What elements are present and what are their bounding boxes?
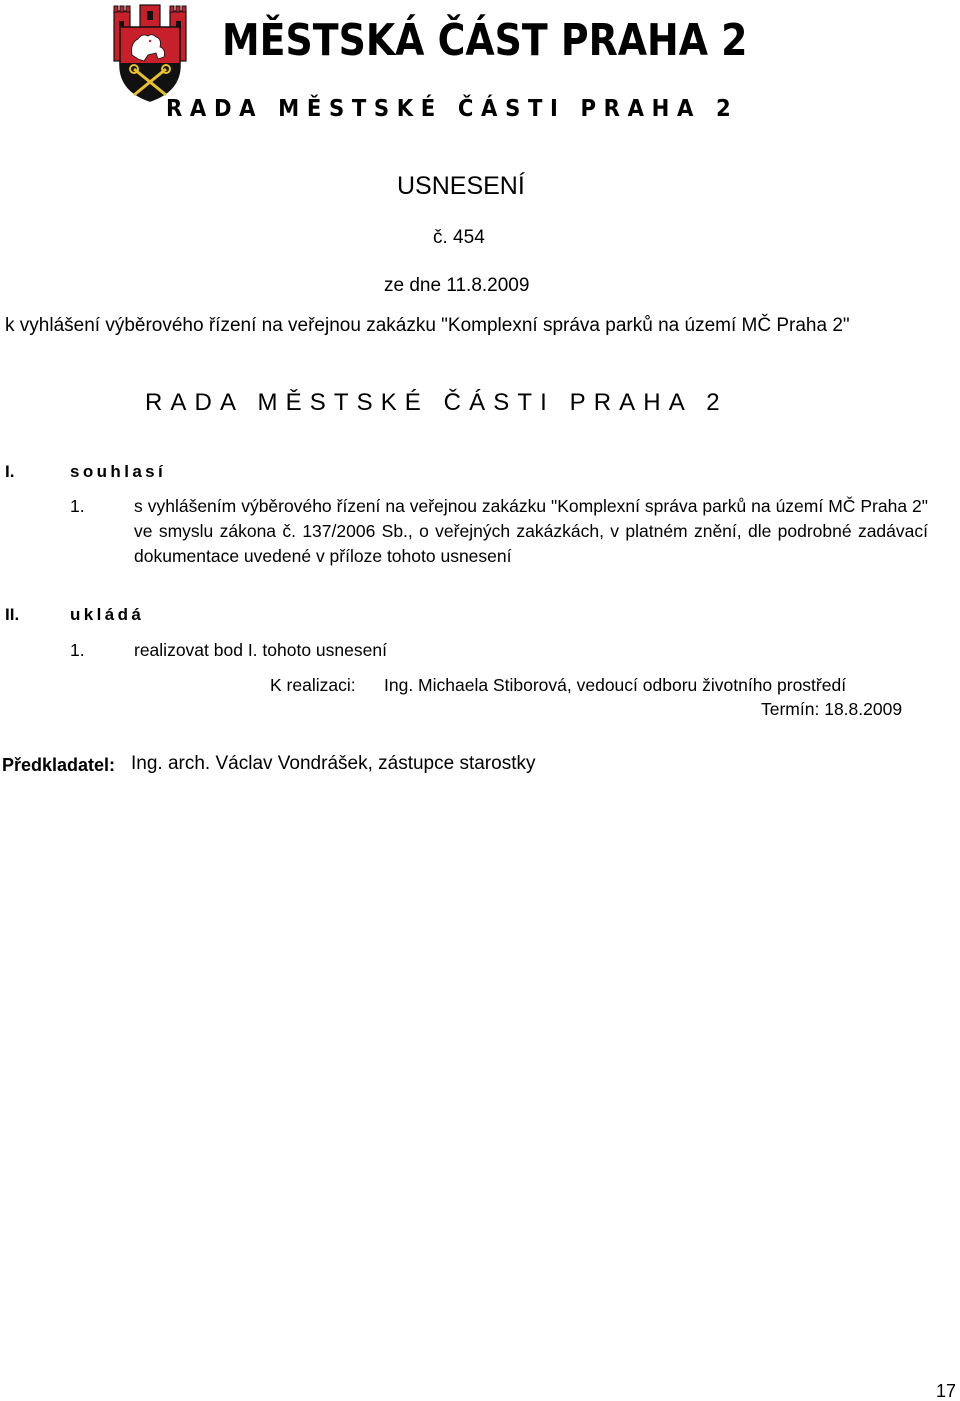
section-1-item-number: 1. (70, 496, 85, 516)
section-2-item-text: realizovat bod I. tohoto usnesení (134, 640, 387, 660)
page-number: 17 (936, 1381, 957, 1401)
council-subtitle: RADA MĚSTSKÉ ČÁSTI PRAHA 2 (166, 96, 739, 122)
resolution-heading: USNESENÍ (397, 172, 525, 200)
municipality-title: MĚSTSKÁ ČÁST PRAHA 2 (222, 15, 748, 66)
section-2-verb: ukládá (70, 605, 145, 624)
submitter-label: Předkladatel: (2, 755, 116, 775)
resolution-date: ze dne 11.8.2009 (384, 275, 530, 296)
coat-of-arms-logo (112, 3, 188, 103)
submitter-value: Ing. arch. Václav Vondrášek, zástupce starostky (131, 753, 536, 774)
section-2-roman: II. (5, 605, 20, 624)
resolution-subject: k vyhlášení výběrového řízení na veřejnou zakázku "Komplexní správa parků na území MČ Praha 2" (5, 315, 850, 336)
section-1-item-text: s vyhlášením výběrového řízení na veřejnou zakázku "Komplexní správa parků na území MČ Praha 2" ve smyslu zákona č. 137/2006 Sb., o veřejných zakázkách, v platném znění, dle podrobné zadávací dokumentace uvedené v příloze tohoto usnesení (134, 496, 928, 566)
resolution-number: č. 454 (433, 227, 485, 248)
section-2-item-number: 1. (70, 640, 85, 660)
responsible-label: K realizaci: (270, 675, 356, 695)
section-1-verb: souhlasí (70, 462, 167, 481)
section-1-roman: I. (5, 462, 15, 481)
responsible-value: Ing. Michaela Stiborová, vedoucí odboru životního prostředí (384, 675, 847, 695)
deadline: Termín: 18.8.2009 (761, 699, 903, 719)
council-name: RADA MĚSTSKÉ ČÁSTI PRAHA 2 (145, 389, 728, 416)
